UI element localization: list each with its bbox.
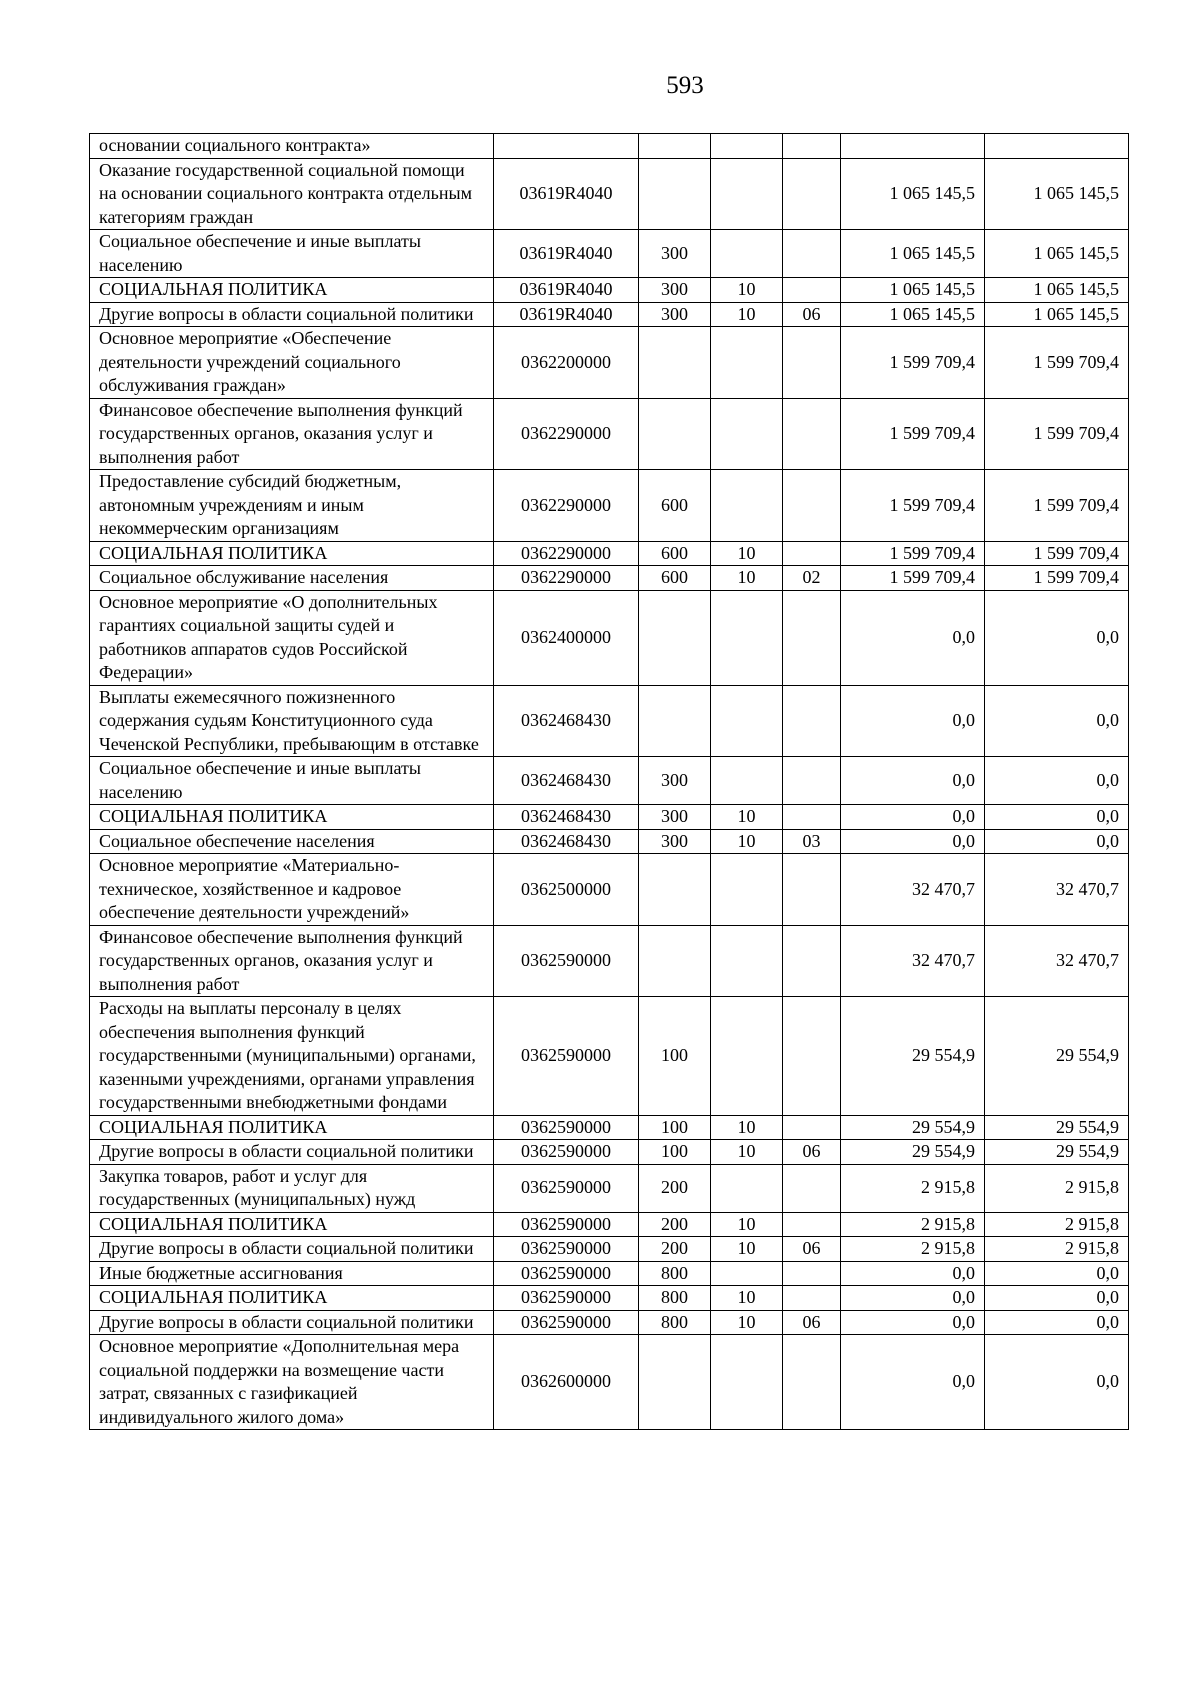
row-subsection-cell: 06 <box>783 1237 841 1262</box>
table-row <box>90 566 1129 591</box>
row-name-cell: Другие вопросы в области социальной политики <box>90 302 494 327</box>
table-row <box>90 398 1129 470</box>
row-expense-type-cell <box>639 925 711 997</box>
row-subsection-cell <box>783 398 841 470</box>
table-row <box>90 685 1129 757</box>
row-amount-1-cell <box>841 134 985 159</box>
row-subsection-cell <box>783 1115 841 1140</box>
row-section-cell <box>711 1261 783 1286</box>
row-subsection-cell <box>783 1286 841 1311</box>
row-amount-1-cell: 0,0 <box>841 1286 985 1311</box>
row-subsection-cell <box>783 685 841 757</box>
row-target-article-cell: 0362590000 <box>494 925 639 997</box>
table-row <box>90 278 1129 303</box>
row-target-article-cell: 0362290000 <box>494 398 639 470</box>
row-amount-1-cell: 1 065 145,5 <box>841 302 985 327</box>
row-amount-1-cell: 0,0 <box>841 1335 985 1430</box>
row-subsection-cell <box>783 757 841 805</box>
row-name-cell: Социальное обслуживание населения <box>90 566 494 591</box>
row-amount-1-cell: 1 599 709,4 <box>841 327 985 399</box>
row-amount-2-cell: 29 554,9 <box>985 1140 1129 1165</box>
row-target-article-cell: 0362290000 <box>494 566 639 591</box>
row-section-cell <box>711 997 783 1116</box>
row-amount-1-cell: 0,0 <box>841 829 985 854</box>
row-section-cell: 10 <box>711 1212 783 1237</box>
table-row <box>90 230 1129 278</box>
row-amount-1-cell: 2 915,8 <box>841 1164 985 1212</box>
row-expense-type-cell: 800 <box>639 1261 711 1286</box>
row-amount-2-cell: 1 065 145,5 <box>985 278 1129 303</box>
row-amount-2-cell: 0,0 <box>985 1310 1129 1335</box>
row-amount-1-cell: 32 470,7 <box>841 854 985 926</box>
row-amount-2-cell: 0,0 <box>985 1286 1129 1311</box>
row-amount-2-cell: 0,0 <box>985 590 1129 685</box>
row-target-article-cell: 0362290000 <box>494 541 639 566</box>
row-subsection-cell <box>783 158 841 230</box>
row-amount-2-cell: 29 554,9 <box>985 997 1129 1116</box>
row-section-cell: 10 <box>711 302 783 327</box>
row-expense-type-cell: 300 <box>639 302 711 327</box>
row-target-article-cell: 0362590000 <box>494 1310 639 1335</box>
row-section-cell <box>711 134 783 159</box>
row-target-article-cell: 0362468430 <box>494 805 639 830</box>
row-amount-2-cell: 1 599 709,4 <box>985 541 1129 566</box>
row-section-cell: 10 <box>711 1115 783 1140</box>
row-amount-1-cell: 29 554,9 <box>841 1115 985 1140</box>
row-expense-type-cell <box>639 134 711 159</box>
row-amount-2-cell: 0,0 <box>985 805 1129 830</box>
row-subsection-cell <box>783 1335 841 1430</box>
table-row <box>90 829 1129 854</box>
row-subsection-cell <box>783 925 841 997</box>
row-target-article-cell: 0362590000 <box>494 997 639 1116</box>
row-expense-type-cell: 300 <box>639 230 711 278</box>
row-expense-type-cell: 200 <box>639 1212 711 1237</box>
row-subsection-cell <box>783 590 841 685</box>
row-name-cell: Расходы на выплаты персоналу в целях обеспечения выполнения функций государственными (муниципальными) органами, казенными учреждениями, органами управления государственными внебюджетными фондами <box>90 997 494 1116</box>
row-name-cell: Основное мероприятие «Дополнительная мера социальной поддержки на возмещение части затрат, связанных с газификацией индивидуального жилого дома» <box>90 1335 494 1430</box>
row-subsection-cell <box>783 278 841 303</box>
row-amount-1-cell: 29 554,9 <box>841 1140 985 1165</box>
row-target-article-cell: 0362468430 <box>494 685 639 757</box>
row-name-cell: СОЦИАЛЬНАЯ ПОЛИТИКА <box>90 1286 494 1311</box>
row-target-article-cell <box>494 134 639 159</box>
row-amount-1-cell: 0,0 <box>841 590 985 685</box>
row-amount-1-cell: 0,0 <box>841 1261 985 1286</box>
row-amount-2-cell: 1 599 709,4 <box>985 327 1129 399</box>
row-name-cell: Иные бюджетные ассигнования <box>90 1261 494 1286</box>
row-section-cell <box>711 590 783 685</box>
row-subsection-cell <box>783 997 841 1116</box>
table-row <box>90 1212 1129 1237</box>
row-expense-type-cell <box>639 685 711 757</box>
row-amount-2-cell: 32 470,7 <box>985 925 1129 997</box>
row-amount-1-cell: 0,0 <box>841 805 985 830</box>
row-section-cell: 10 <box>711 278 783 303</box>
row-amount-1-cell: 1 065 145,5 <box>841 230 985 278</box>
table-row <box>90 134 1129 159</box>
row-amount-1-cell: 1 065 145,5 <box>841 158 985 230</box>
table-row <box>90 1140 1129 1165</box>
row-section-cell <box>711 757 783 805</box>
row-amount-2-cell: 0,0 <box>985 685 1129 757</box>
row-expense-type-cell: 200 <box>639 1237 711 1262</box>
row-subsection-cell <box>783 541 841 566</box>
row-section-cell: 10 <box>711 566 783 591</box>
row-subsection-cell <box>783 1212 841 1237</box>
row-amount-2-cell: 1 599 709,4 <box>985 398 1129 470</box>
row-name-cell: Финансовое обеспечение выполнения функций государственных органов, оказания услуг и выполнения работ <box>90 925 494 997</box>
row-name-cell: Оказание государственной социальной помощи на основании социального контракта отдельным категориям граждан <box>90 158 494 230</box>
row-expense-type-cell: 100 <box>639 997 711 1116</box>
row-subsection-cell <box>783 230 841 278</box>
table-row <box>90 470 1129 542</box>
row-amount-1-cell: 0,0 <box>841 757 985 805</box>
row-subsection-cell <box>783 1261 841 1286</box>
row-target-article-cell: 0362590000 <box>494 1140 639 1165</box>
row-expense-type-cell: 800 <box>639 1286 711 1311</box>
row-amount-2-cell: 0,0 <box>985 1335 1129 1430</box>
row-section-cell <box>711 327 783 399</box>
row-amount-1-cell: 1 599 709,4 <box>841 566 985 591</box>
row-subsection-cell: 06 <box>783 302 841 327</box>
row-expense-type-cell <box>639 1335 711 1430</box>
row-target-article-cell: 03619R4040 <box>494 278 639 303</box>
row-name-cell: Предоставление субсидий бюджетным, автономным учреждениям и иным некоммерческим организациям <box>90 470 494 542</box>
row-amount-2-cell: 1 599 709,4 <box>985 470 1129 542</box>
row-target-article-cell: 0362590000 <box>494 1164 639 1212</box>
row-target-article-cell: 0362400000 <box>494 590 639 685</box>
row-section-cell <box>711 1335 783 1430</box>
row-expense-type-cell: 300 <box>639 829 711 854</box>
row-expense-type-cell: 300 <box>639 805 711 830</box>
row-amount-2-cell: 1 065 145,5 <box>985 230 1129 278</box>
row-subsection-cell: 06 <box>783 1310 841 1335</box>
row-subsection-cell <box>783 470 841 542</box>
row-target-article-cell: 0362590000 <box>494 1115 639 1140</box>
row-amount-2-cell: 0,0 <box>985 829 1129 854</box>
table-row <box>90 854 1129 926</box>
row-name-cell: СОЦИАЛЬНАЯ ПОЛИТИКА <box>90 278 494 303</box>
row-name-cell: Основное мероприятие «Материально-техническое, хозяйственное и кадровое обеспечение деятельности учреждений» <box>90 854 494 926</box>
row-subsection-cell <box>783 134 841 159</box>
row-amount-1-cell: 1 599 709,4 <box>841 541 985 566</box>
row-name-cell: Социальное обеспечение и иные выплаты населению <box>90 757 494 805</box>
table-row <box>90 757 1129 805</box>
row-expense-type-cell <box>639 854 711 926</box>
row-name-cell: СОЦИАЛЬНАЯ ПОЛИТИКА <box>90 1212 494 1237</box>
row-section-cell: 10 <box>711 541 783 566</box>
row-expense-type-cell: 100 <box>639 1140 711 1165</box>
row-expense-type-cell: 100 <box>639 1115 711 1140</box>
row-amount-1-cell: 2 915,8 <box>841 1237 985 1262</box>
row-amount-2-cell: 1 065 145,5 <box>985 158 1129 230</box>
row-amount-2-cell <box>985 134 1129 159</box>
table-row <box>90 925 1129 997</box>
row-section-cell: 10 <box>711 1286 783 1311</box>
row-name-cell: Другие вопросы в области социальной политики <box>90 1140 494 1165</box>
row-amount-1-cell: 1 599 709,4 <box>841 470 985 542</box>
row-expense-type-cell: 300 <box>639 757 711 805</box>
row-amount-2-cell: 2 915,8 <box>985 1164 1129 1212</box>
row-amount-2-cell: 29 554,9 <box>985 1115 1129 1140</box>
budget-table-body <box>90 134 1129 1430</box>
table-row <box>90 302 1129 327</box>
row-amount-2-cell: 1 599 709,4 <box>985 566 1129 591</box>
row-target-article-cell: 0362500000 <box>494 854 639 926</box>
row-amount-2-cell: 2 915,8 <box>985 1237 1129 1262</box>
row-name-cell: Социальное обеспечение населения <box>90 829 494 854</box>
row-amount-2-cell: 1 065 145,5 <box>985 302 1129 327</box>
page-number: 593 <box>666 72 704 99</box>
row-amount-1-cell: 0,0 <box>841 685 985 757</box>
row-subsection-cell: 03 <box>783 829 841 854</box>
row-amount-2-cell: 32 470,7 <box>985 854 1129 926</box>
row-name-cell: Социальное обеспечение и иные выплаты населению <box>90 230 494 278</box>
row-name-cell: Другие вопросы в области социальной политики <box>90 1237 494 1262</box>
row-section-cell <box>711 685 783 757</box>
row-expense-type-cell <box>639 327 711 399</box>
row-section-cell: 10 <box>711 1310 783 1335</box>
row-target-article-cell: 03619R4040 <box>494 158 639 230</box>
row-expense-type-cell: 200 <box>639 1164 711 1212</box>
row-subsection-cell <box>783 1164 841 1212</box>
table-row <box>90 1261 1129 1286</box>
row-expense-type-cell: 600 <box>639 470 711 542</box>
row-section-cell <box>711 230 783 278</box>
table-row <box>90 327 1129 399</box>
row-target-article-cell: 03619R4040 <box>494 302 639 327</box>
row-section-cell <box>711 925 783 997</box>
row-name-cell: Выплаты ежемесячного пожизненного содержания судьям Конституционного суда Чеченской Республики, пребывающим в отставке <box>90 685 494 757</box>
row-section-cell <box>711 854 783 926</box>
table-row <box>90 590 1129 685</box>
row-section-cell <box>711 158 783 230</box>
row-name-cell: Финансовое обеспечение выполнения функций государственных органов, оказания услуг и выполнения работ <box>90 398 494 470</box>
row-section-cell <box>711 1164 783 1212</box>
row-amount-2-cell: 0,0 <box>985 757 1129 805</box>
row-expense-type-cell <box>639 398 711 470</box>
row-section-cell <box>711 398 783 470</box>
row-amount-2-cell: 0,0 <box>985 1261 1129 1286</box>
table-row <box>90 1237 1129 1262</box>
row-subsection-cell <box>783 854 841 926</box>
row-name-cell: Основное мероприятие «Обеспечение деятельности учреждений социального обслуживания граждан» <box>90 327 494 399</box>
row-name-cell: Основное мероприятие «О дополнительных гарантиях социальной защиты судей и работников аппаратов судов Российской Федерации» <box>90 590 494 685</box>
row-name-cell: основании социального контракта» <box>90 134 494 159</box>
row-section-cell: 10 <box>711 1237 783 1262</box>
row-expense-type-cell: 600 <box>639 566 711 591</box>
row-amount-1-cell: 29 554,9 <box>841 997 985 1116</box>
row-expense-type-cell: 800 <box>639 1310 711 1335</box>
row-amount-1-cell: 1 065 145,5 <box>841 278 985 303</box>
row-target-article-cell: 0362590000 <box>494 1286 639 1311</box>
table-row <box>90 541 1129 566</box>
row-name-cell: СОЦИАЛЬНАЯ ПОЛИТИКА <box>90 1115 494 1140</box>
row-target-article-cell: 03619R4040 <box>494 230 639 278</box>
row-amount-1-cell: 2 915,8 <box>841 1212 985 1237</box>
row-section-cell <box>711 470 783 542</box>
table-row <box>90 805 1129 830</box>
row-subsection-cell <box>783 805 841 830</box>
row-expense-type-cell <box>639 590 711 685</box>
table-row <box>90 1286 1129 1311</box>
row-target-article-cell: 0362590000 <box>494 1212 639 1237</box>
row-target-article-cell: 0362590000 <box>494 1237 639 1262</box>
row-amount-1-cell: 32 470,7 <box>841 925 985 997</box>
row-target-article-cell: 0362590000 <box>494 1261 639 1286</box>
row-subsection-cell <box>783 327 841 399</box>
row-expense-type-cell <box>639 158 711 230</box>
row-target-article-cell: 0362468430 <box>494 829 639 854</box>
row-expense-type-cell: 300 <box>639 278 711 303</box>
row-name-cell: Закупка товаров, работ и услуг для государственных (муниципальных) нужд <box>90 1164 494 1212</box>
table-row <box>90 158 1129 230</box>
row-target-article-cell: 0362200000 <box>494 327 639 399</box>
row-name-cell: Другие вопросы в области социальной политики <box>90 1310 494 1335</box>
table-row <box>90 1115 1129 1140</box>
row-section-cell: 10 <box>711 829 783 854</box>
row-name-cell: СОЦИАЛЬНАЯ ПОЛИТИКА <box>90 541 494 566</box>
row-section-cell: 10 <box>711 1140 783 1165</box>
row-expense-type-cell: 600 <box>639 541 711 566</box>
row-name-cell: СОЦИАЛЬНАЯ ПОЛИТИКА <box>90 805 494 830</box>
table-row <box>90 1335 1129 1430</box>
row-target-article-cell: 0362468430 <box>494 757 639 805</box>
table-row <box>90 1310 1129 1335</box>
row-subsection-cell: 02 <box>783 566 841 591</box>
row-amount-2-cell: 2 915,8 <box>985 1212 1129 1237</box>
row-target-article-cell: 0362290000 <box>494 470 639 542</box>
budget-table <box>89 133 1129 1430</box>
row-target-article-cell: 0362600000 <box>494 1335 639 1430</box>
row-section-cell: 10 <box>711 805 783 830</box>
table-row <box>90 997 1129 1116</box>
row-amount-1-cell: 0,0 <box>841 1310 985 1335</box>
table-row <box>90 1164 1129 1212</box>
row-amount-1-cell: 1 599 709,4 <box>841 398 985 470</box>
row-subsection-cell: 06 <box>783 1140 841 1165</box>
